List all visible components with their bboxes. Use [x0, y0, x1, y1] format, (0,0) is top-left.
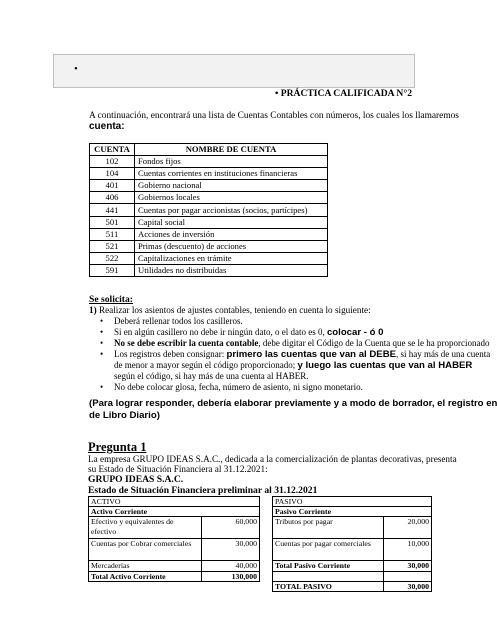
pasivo-grand-total-label: TOTAL PASIVO [273, 581, 384, 591]
activo-value: 60,000 [202, 517, 260, 539]
accounts-table [89, 143, 328, 277]
pasivo-label: Cuentas por pagar comerciales [273, 539, 384, 561]
table-row [90, 228, 328, 240]
table-row [273, 517, 432, 539]
list-item-text: de menor a mayor según el código proporcionado; [114, 360, 298, 370]
list-item-text: No debe colocar glosa, fecha, número de asiento, ni signo monetario. [114, 382, 363, 392]
table-row [273, 561, 432, 571]
table-row [89, 571, 260, 581]
list-item-text: , si hay más de una cuenta [396, 349, 491, 359]
account-name: Acciones de inversión [135, 228, 328, 240]
table-header-row [90, 144, 328, 156]
account-code: 406 [90, 192, 135, 204]
pasivo-value: 10,000 [384, 539, 432, 561]
table-row [273, 539, 432, 561]
list-item-continuation [100, 360, 490, 371]
account-name: Primas (descuento) de acciones [135, 240, 328, 252]
account-name: Cuentas por pagar accionistas (socios, partícipes) [135, 204, 328, 216]
account-code: 521 [90, 240, 135, 252]
account-name: Capital social [135, 216, 328, 228]
account-code: 522 [90, 252, 135, 264]
table-row [90, 192, 328, 204]
activo-value: 40,000 [202, 561, 260, 571]
table-row [90, 156, 328, 168]
question-text: su Estado de Situación Financiera al 31.12.2021: [88, 464, 268, 474]
column-header-nombre: NOMBRE DE CUENTA [135, 144, 328, 156]
table-row [273, 571, 432, 581]
pasivo-total-label: Total Pasivo Corriente [273, 561, 384, 571]
list-item: • Los registros deben consignar: primero las cuentas que van al DEBE, si hay más de una cuenta [100, 349, 491, 360]
instruction-text: Realizar los asientos de ajustes contables, teniendo en cuenta lo siguiente: [96, 305, 371, 315]
pasivo-section: Pasivo Corriente [273, 507, 432, 517]
table-row [89, 517, 260, 539]
account-code: 511 [90, 228, 135, 240]
table-row [89, 561, 260, 571]
account-code: 591 [90, 264, 135, 276]
list-item: • Deberá rellenar todos los casilleros. [100, 316, 243, 326]
list-item-continuation [100, 371, 490, 382]
instruction-line [89, 305, 371, 315]
table-row [90, 252, 328, 264]
table-row [90, 216, 328, 228]
company-name: GRUPO IDEAS S.A.C. [88, 474, 184, 485]
section-heading-solicita: Se solicita: [89, 294, 133, 305]
account-name: Gobiernos locales [135, 192, 328, 204]
page-title: • PRÁCTICA CALIFICADA N°2 [275, 88, 412, 99]
pasivo-table [272, 496, 432, 592]
activo-value: 30,000 [202, 539, 260, 561]
note-line: (Para lograr responder, debería elaborar previamente y a modo de borrador, el registro en [89, 398, 497, 409]
table-row [89, 539, 260, 561]
table-row [90, 204, 328, 216]
account-code: 102 [90, 156, 135, 168]
statement-title: Estado de Situación Financiera preliminar al 31.12.2021 [88, 485, 318, 496]
account-code: 501 [90, 216, 135, 228]
activo-total-label: Total Activo Corriente [89, 571, 202, 581]
instruction-number: 1) [89, 305, 97, 315]
intro-text: A continuación, encontrará una lista de Cuentas Contables con números, los cuales los llamaremos [89, 111, 459, 121]
note-text [89, 398, 497, 421]
activo-header: ACTIVO [89, 497, 260, 507]
pasivo-blank [273, 571, 384, 581]
question-text: La empresa GRUPO IDEAS S.A.C., dedicada a la comercialización de plantas decorativas, presenta [88, 454, 457, 464]
pasivo-header: PASIVO [273, 497, 432, 507]
activo-label: Efectivo y equivalentes de efectivo [89, 517, 202, 539]
pasivo-grand-total-value: 30,000 [384, 581, 432, 591]
activo-section: Activo Corriente [89, 507, 260, 517]
bullet-marker: • [74, 63, 78, 75]
emphasis-text: primero las cuentas que van al DEBE [226, 349, 397, 360]
instruction-list [100, 316, 490, 393]
pasivo-label: Tributos por pagar [273, 517, 384, 539]
list-item: • No se debe escribir la cuenta contable, debe digitar el Código de la Cuenta que se le ha proporcionado [100, 338, 490, 348]
list-item-text: Deberá rellenar todos los casilleros. [114, 316, 243, 326]
header-box [53, 54, 415, 88]
list-item-text: Los registros deben consignar: [114, 349, 227, 359]
list-item-text: , debe digitar el Código de la Cuenta que se le ha proporcionado [258, 338, 490, 348]
note-line: de Libro Diario) [89, 409, 160, 421]
pasivo-value: 20,000 [384, 517, 432, 539]
list-item: • No debe colocar glosa, fecha, número de asiento, ni signo monetario. [100, 382, 363, 392]
table-row [273, 497, 432, 507]
account-name: Capitalizaciones en trámite [135, 252, 328, 264]
table-row [89, 507, 260, 517]
activo-label: Cuentas por Cobrar comerciales [89, 539, 202, 561]
table-row [273, 507, 432, 517]
account-code: 441 [90, 204, 135, 216]
account-name: Fondos fijos [135, 156, 328, 168]
pasivo-blank-value [384, 571, 432, 581]
list-item-text: Si en algún casillero no debe ir ningún dato, o el dato es 0, [114, 327, 327, 337]
table-row [90, 180, 328, 192]
activo-table [88, 496, 260, 582]
table-row [90, 240, 328, 252]
table-row [273, 581, 432, 591]
account-name: Gobierno nacional [135, 180, 328, 192]
list-item-text: según el código, si hay más de una cuenta al HABER. [114, 371, 309, 381]
question-heading: Pregunta 1 [88, 440, 147, 454]
pasivo-total-value: 30,000 [384, 561, 432, 571]
account-name: Utilidades no distribuidas [135, 264, 328, 276]
emphasis-text: colocar - ó 0 [326, 327, 384, 338]
intro-text-continued: cuenta: [89, 121, 125, 132]
table-row [90, 264, 328, 276]
list-item: • Si en algún casillero no debe ir ningún dato, o el dato es 0, colocar - ó 0 [100, 327, 384, 338]
activo-total-value: 130,000 [202, 571, 260, 581]
activo-label: Mercaderías [89, 561, 202, 571]
emphasis-text: No se debe escribir la cuenta contable [114, 338, 259, 348]
account-code: 401 [90, 180, 135, 192]
account-name: Cuentas corrientes en instituciones financieras [135, 168, 328, 180]
account-code: 104 [90, 168, 135, 180]
table-row [90, 168, 328, 180]
table-row [89, 497, 260, 507]
column-header-cuenta: CUENTA [90, 144, 135, 156]
emphasis-text: y luego las cuentas que van al HABER [297, 360, 473, 371]
